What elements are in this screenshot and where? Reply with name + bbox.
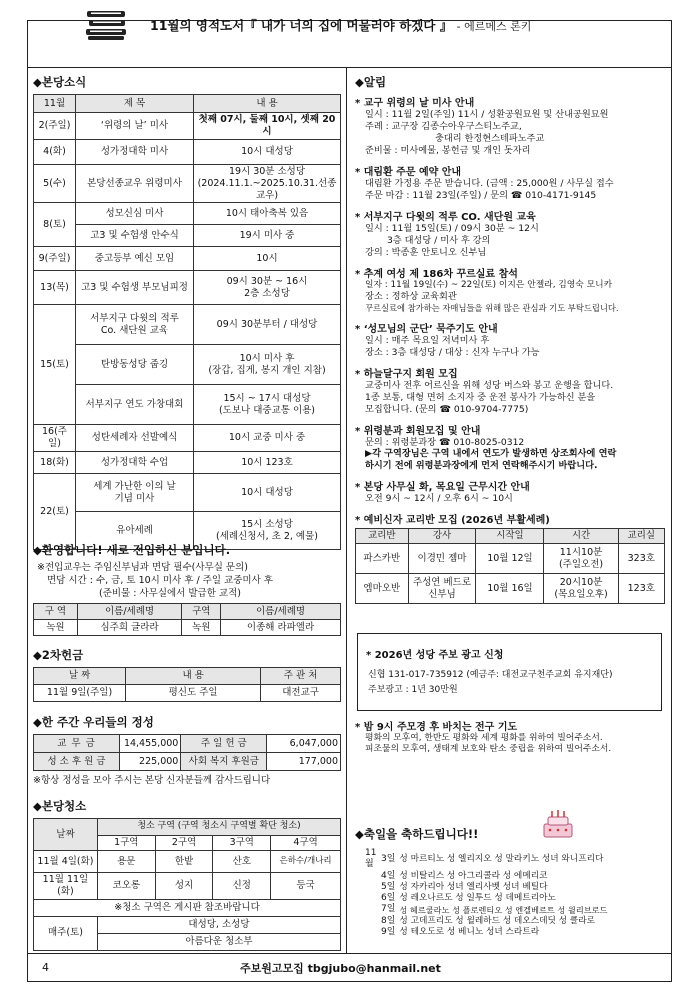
offering-table: 교 무 금 14,455,000 주 일 헌 금 6,047,000 성 소 후 원 금 225,000 사회 복지 후원금 177,000 (33, 734, 341, 771)
table-row: 22(토) 세계 가난한 이의 날 기념 미사 10시 대성당 (34, 474, 341, 512)
cleaning-section (33, 798, 341, 951)
table-row: 8(토) 성모신심 미사 10시 태아축복 있음 (34, 203, 341, 225)
table-row: 5(수) 본당선종교우 위령미사 19시 30분 소성당 (2024.11.1.~2025.10.31.선종교우) (34, 164, 341, 203)
section-title: ◆본당소식 (33, 75, 87, 89)
welcome-section: ◆환영합니다! 새로 전입하신 분입니다. ※전입교우는 주임신부님과 면담 필수(사무실 문의) 면담 시간 : 수, 금, 토 10시 미사 후 / 주일 교중미사 후 (준비물 : 사무실에서 발급한 교적) 구 역 이름/세례명 구역 이름/세례명 녹원 심주희 글라라 녹원 이종해 라파엘라 (33, 542, 341, 636)
footer-email: 주보원고모집 tbgjubo@hanmail.net (240, 962, 441, 975)
table-row: 18(화) 성가정대학 수업 10시 123호 (34, 452, 341, 474)
section-title: ◆본당청소 (33, 799, 87, 813)
table-row: 16(주일) 성탄세례자 선발예식 10시 교중 미사 중 (34, 425, 341, 452)
notice-item: * 하늘달구지 회원 모집 교중미사 전후 어르신을 위해 성당 버스와 봉고 운행을 합니다. 1종 보통, 대형 면허 소지자 중 운전 봉사가 가능하신 분을 모집합니다. (문의 ☎ 010-9704-7775) (355, 368, 614, 415)
notice-item: * ‘성모님의 군단’ 묵주기도 안내 일시 : 매주 목요일 저녁미사 후 장소 : 3층 대성당 / 대상 : 신자 누구나 가능 (355, 323, 540, 358)
prayer-section: * 밤 9시 주모경 후 바치는 전구 기도 평화의 모후여, 한반도 평화와 세계 평화를 위하여 빌어주소서. 피조물의 모후여, 생태계 보호와 탄소 중립을 위하여 빌어주소서. (355, 722, 612, 755)
course-table: 교리반 강사 시작일 시간 교리실 파스카반 이경민 젬마 10월 12일 11시10분 (주일오전) 323호 엠마오반 주성연 베드로 신부님 10월 16일 20시10분 (목요일오후) 123호 (355, 528, 665, 604)
table-row: 탄방동성당 줍깅 10시 미사 후 (장갑, 집게, 봉지 개인 지참) (34, 345, 341, 385)
second-collection-section (33, 647, 341, 702)
page-title: 11월의 영적도서『 내가 너의 집에 머물러야 하겠다 』 - 에르메스 론키 (150, 18, 532, 33)
table-row: 4(화) 성가정대학 미사 10시 대성당 (34, 139, 341, 164)
cleaning-table: 날짜 청소 구역 (구역 청소시 구역별 확단 청소) 1구역 2구역 3구역 4구역 11월 4일(화) 용문 한밭 산호 은하수/개나리 11월 11일(화) 코오롱 성지 신정 등국 ※청소 구역은 게시판 참조바랍니다 매주(토) 대성당, 소성당 아름다운 청소부 (33, 818, 341, 951)
notice-item: * 서부지구 다윗의 적루 CO. 새단원 교육 일시 : 11월 15일(토) / 09시 30분 ~ 12시 3층 대성당 / 미사 후 강의 강의 : 박종훈 안토니오 신부님 (355, 211, 539, 258)
table-row: 9(주일) 중고등부 예신 모임 10시 (34, 247, 341, 271)
main-section (33, 74, 341, 550)
notice-item: * 추계 여성 제 186차 꾸르실료 참석 일자 : 11월 19일(수) ~ 22일(토) 이지은 안젤라, 김영숙 모니카 장소 : 정하상 교육회관 꾸르실료에 참가하는 자매님들을 위해 많은 관심과 기도 부탁드립니다. (355, 268, 619, 313)
section-title: ◆환영합니다! 새로 전입하신 분입니다. (33, 543, 231, 557)
footer-divider (27, 953, 672, 954)
schedule-table: 11월 제 목 내 용 2(주일) ‘위령의 날’ 미사 첫째 07시, 둘째 10시, 셋째 20시 4(화) 성가정대학 미사 10시 대성당 5(수) 본당선종교우 위령미사 19시 30분 소성당 (2024.11.1.~2025.10.31.선종교우) 8(토) 성모신심 미사 10시 태아축복 있음 고3 및 수험생 안수식 19시 미사 중 9(주일) 중고등부 예신 모임 10시 13(목) 고3 및 수험생 부모님피정 09시 30분 ~ 16시 2층 소성당 15(토) 서부지구 다윗의 적루 Co. 새단원 교육 09시 30분부터 / 대성당 탄방동성당 줍깅 10시 미사 후 (장갑, 집게, 봉지 개인 지참) 서부지구 연도 가창대회 15시 ~ 17시 대성당 (도보나 대중교통 이용) 16(주일) 성탄세례자 선발예식 10시 교중 미사 중 18(화) 성가정대학 수업 10시 123호 22(토) 세계 가난한 이의 날 기념 미사 10시 대성당 유아세례 15시 소성당 (세례신청서, 초 2, 예물) (33, 94, 341, 550)
table-row: 2(주일) ‘위령의 날’ 미사 첫째 07시, 둘째 10시, 셋째 20시 (34, 113, 341, 140)
section-title: ◆2차헌금 (33, 648, 84, 662)
feast-list: 11월 3일 성 마르티노 성 엘리지오 성 말라키노 성녀 와니프리다 4일 성 비탈리스 성 아그리콜라 성 에메리코 5일 성 자카리아 성녀 엘리사벳 성녀 베틸다 6일 성 레오나르도 성 일투드 성 데메트리아노 7일 성 헤르쿨라노 성 플로렌티오 성 엔겔베르트 성 윌리브로드 8일 성 고데프리도 성 윌레하드 성 데오스데딧 성 클라로 9일 성 테오도로 성 베니노 성녀 스라트라 (365, 848, 608, 937)
notice-item: * 본당 사무실 화, 목요일 근무시간 안내 오전 9시 ~ 12시 / 오후 6시 ~ 10시 (355, 482, 530, 505)
table-row: 유아세례 15시 소성당 (세례신청서, 초 2, 예물) (34, 512, 341, 550)
notice-item: * 대림환 주문 예약 안내 대림환 가정용 주문 받습니다. (금액 : 25,000원 / 사무실 접수 주문 마감 : 11월 23일(주일) / 문의 ☎ 010-4171-9145 (355, 166, 614, 201)
table-row: 서부지구 연도 가창대회 15시 ~ 17시 대성당 (도보나 대중교통 이용) (34, 385, 341, 425)
section-title: ◆한 주간 우리들의 정성 (33, 715, 154, 729)
course-title: * 예비신자 교리반 모집 (2026년 부활세례) (355, 515, 550, 527)
collection-table: 날 짜 내 용 주 관 처 11월 9일(주일) 평신도 주일 대전교구 (33, 667, 341, 702)
table-row: 15(토) 서부지구 다윗의 적루 Co. 새단원 교육 09시 30분부터 / 대성당 (34, 305, 341, 345)
feast-section: ◆축일을 축하드립니다!! 11월 3일 성 마르티노 성 엘리지오 성 말라키노 성녀 와니프리다 4일 성 비탈리스 성 아그리콜라 성 에메리코 5일 성 자카리아 성녀 엘리사벳 성녀 베틸다 6일 성 레오나르도 성 일투드 성 데메트리아노 7일 성 헤르쿨라노 성 플로렌티오 성 엔겔베르트 성 윌리브로드 8일 성 고데프리도 성 윌레하드 성 데오스데딧 성 클라로 9일 성 테오도로 성 베니노 성녀 스라트라 (355, 827, 608, 937)
column-divider (346, 68, 347, 954)
books-icon (85, 9, 127, 41)
section-title: ◆알림 (355, 75, 387, 89)
ad-box: * 2026년 성당 주보 광고 신청 신협 131-017-735912 (예금주: 대전교구천주교회 유지재단) 주보광고 : 1년 30만원 (357, 633, 662, 711)
notice-section (355, 74, 665, 604)
notice-item: * 위령분과 회원모집 및 안내 문의 : 위령분과장 ☎ 010-8025-0312 ▶각 구역장님은 구역 내에서 연도가 발생하면 상조회사에 연락 하시기 전에 위령분과장에게 먼저 연락해주시기 바랍니다. (355, 425, 617, 472)
notice-item: * 교구 위령의 날 미사 안내 일시 : 11월 2일(주일) 11시 / 성환공원묘원 및 산내공원묘원 주례 : 교구장 김종수아우구스티노주교, 충대리 한정현스테파노주교 준비물 : 미사예물, 봉헌금 및 개인 돗자리 (355, 98, 609, 156)
table-row: 13(목) 고3 및 수험생 부모님피정 09시 30분 ~ 16시 2층 소성당 (34, 271, 341, 305)
page-number: 4 (42, 961, 49, 974)
offering-section: ◆한 주간 우리들의 정성 교 무 금 14,455,000 주 일 헌 금 6,047,000 성 소 후 원 금 225,000 사회 복지 후원금 177,000 ※항상 정성을 모아 주시는 본당 신자분들께 감사드립니다 (33, 714, 341, 788)
welcome-table: 구 역 이름/세례명 구역 이름/세례명 녹원 심주희 글라라 녹원 이종해 라파엘라 (33, 603, 341, 636)
table-row: 고3 및 수험생 안수식 19시 미사 중 (34, 225, 341, 247)
